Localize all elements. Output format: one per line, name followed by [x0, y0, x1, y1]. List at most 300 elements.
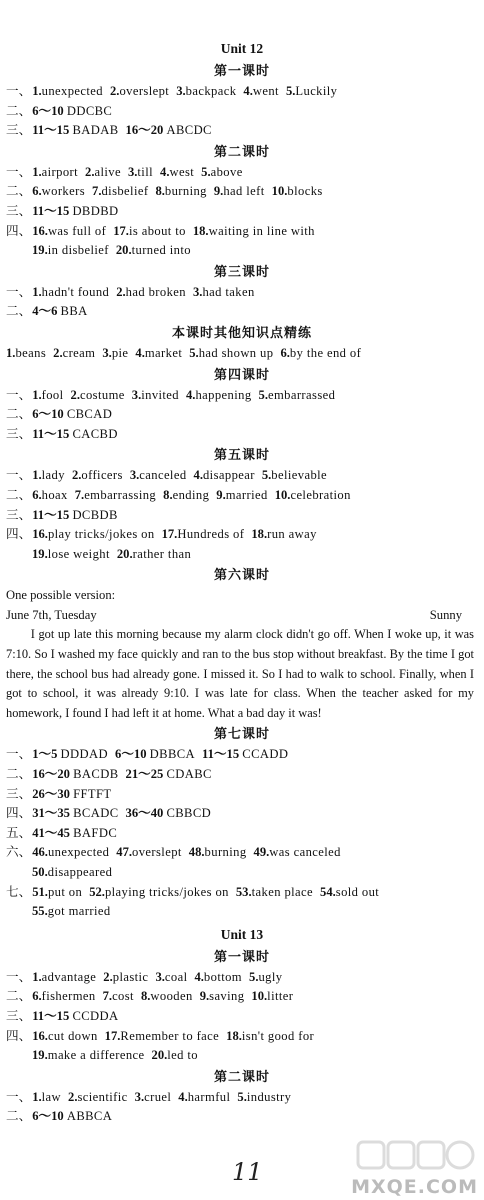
answer-text: was full of	[47, 223, 107, 238]
answer-item	[32, 826, 117, 840]
answer-item	[251, 527, 316, 541]
question-number: 11～15	[32, 426, 73, 441]
answer-text: DBDBD	[72, 203, 119, 218]
answer-item	[193, 224, 315, 238]
section-label: 一、	[6, 84, 32, 98]
answer-text: was canceled	[269, 845, 341, 860]
section-label: 五、	[6, 825, 32, 840]
answer-line	[0, 241, 484, 261]
answer-text: ABBCA	[66, 1109, 113, 1124]
watermark-text: MXQE.COM	[351, 1176, 478, 1198]
answer-text: west	[169, 164, 195, 179]
answer-text: disappeared	[47, 865, 113, 879]
answer-line	[0, 121, 484, 141]
answer-text: backpack	[185, 84, 237, 98]
question-number: 11～15	[32, 203, 73, 218]
answer-text: CCDDA	[72, 1008, 119, 1023]
answer-line	[0, 506, 484, 526]
question-number: 7.	[102, 989, 113, 1004]
answer-text: BAFDC	[73, 825, 118, 840]
answer-item	[320, 885, 379, 899]
u12-lesson7-answers	[0, 745, 484, 921]
answer-text: advantage	[41, 969, 97, 984]
u12-lesson5-title: 第五课时	[213, 447, 270, 463]
answer-text: cruel	[144, 1089, 172, 1104]
answer-text: overslept	[119, 84, 170, 98]
answer-line	[0, 486, 484, 506]
answer-line	[0, 843, 484, 863]
question-number: 26～30	[32, 786, 74, 801]
question-number: 6.	[280, 345, 290, 360]
answer-text: unexpected	[41, 84, 103, 98]
answer-text: coal	[164, 969, 188, 984]
question-number: 6～10	[32, 103, 67, 118]
question-number: 2.	[71, 468, 82, 483]
section-label: 二、	[6, 304, 32, 319]
answer-item	[32, 767, 118, 781]
u12-lesson6-title: 第六课时	[213, 567, 270, 583]
answer-line	[0, 163, 484, 183]
answer-text: DDCBC	[66, 103, 113, 118]
question-number: 1.	[32, 387, 42, 402]
answer-item	[155, 184, 206, 198]
answer-item	[89, 885, 229, 899]
answer-line	[0, 1007, 484, 1027]
answer-text: Remember to face	[120, 1028, 220, 1043]
answer-item	[32, 527, 154, 541]
answer-text: workers	[41, 184, 86, 199]
answer-item	[194, 468, 255, 482]
section-label: 七、	[6, 884, 32, 899]
question-number: 51.	[32, 884, 48, 899]
answer-text: embarrassed	[267, 387, 336, 402]
answer-item	[189, 346, 273, 360]
diary-date: June 7th, Tuesday	[6, 607, 97, 622]
answer-line	[0, 824, 484, 844]
question-number: 1.	[32, 969, 42, 984]
question-number: 8.	[155, 184, 165, 199]
answer-item	[85, 165, 121, 179]
question-number: 8.	[140, 989, 151, 1004]
question-number: 3.	[155, 969, 165, 984]
question-number: 19.	[32, 546, 48, 561]
question-number: 6～10	[32, 407, 67, 422]
section-label: 四、	[6, 806, 32, 821]
answer-text: hoax	[41, 487, 68, 502]
question-number: 17.	[161, 527, 178, 542]
question-number: 16～20	[125, 123, 167, 138]
u13-lesson1-title: 第一课时	[213, 948, 270, 964]
answer-item	[200, 989, 245, 1003]
answer-item	[116, 243, 191, 257]
answer-text: harmful	[187, 1089, 231, 1104]
answer-item	[243, 84, 279, 98]
question-number: 11～15	[32, 1008, 73, 1023]
question-number: 20.	[151, 1048, 168, 1063]
u12-lesson6-writing	[0, 586, 484, 723]
question-number: 3.	[129, 468, 140, 483]
answer-item	[126, 767, 212, 781]
u13-lesson1-answers	[0, 968, 484, 1066]
section-label: 一、	[6, 387, 32, 402]
question-number: 3.	[192, 284, 203, 299]
answer-text: plastic	[112, 969, 149, 984]
question-number: 18.	[251, 527, 268, 542]
question-number: 31～35	[32, 806, 74, 821]
question-number: 1～5	[32, 747, 61, 762]
answer-item	[32, 885, 82, 899]
answer-text: sold out	[335, 884, 380, 899]
question-number: 9.	[199, 989, 210, 1004]
answer-text: CDABC	[166, 767, 212, 782]
answer-item	[32, 184, 85, 198]
question-number: 21～25	[125, 767, 167, 782]
answer-item	[32, 787, 111, 801]
answer-text: cost	[112, 989, 134, 1004]
question-number: 2.	[53, 345, 63, 360]
answer-text: celebration	[290, 487, 351, 502]
answer-line	[0, 968, 484, 988]
answer-text: got married	[47, 904, 111, 919]
answer-item	[116, 285, 186, 299]
question-number: 6.	[32, 989, 42, 1004]
answer-item	[160, 165, 194, 179]
answer-item	[117, 547, 191, 561]
answer-text: had left	[223, 184, 265, 199]
page-number: 11	[232, 1158, 263, 1186]
answer-line	[0, 745, 484, 765]
section-label: 三、	[6, 426, 32, 441]
question-number: 10.	[271, 184, 288, 199]
question-number: 4.	[193, 468, 203, 483]
version-label: One possible version:	[6, 588, 116, 603]
answer-text: litter	[267, 989, 294, 1004]
question-number: 6～10	[115, 747, 150, 762]
answer-text: pie	[111, 345, 129, 360]
question-number: 49.	[253, 845, 270, 860]
answer-text: industry	[246, 1089, 292, 1104]
question-number: 2.	[103, 969, 113, 984]
unit-12-title: Unit 12	[220, 41, 264, 56]
answer-text: fool	[41, 387, 64, 402]
answer-text: had broken	[125, 284, 186, 299]
answer-text: run away	[267, 527, 317, 542]
question-number: 50.	[32, 865, 48, 879]
question-number: 3.	[176, 84, 186, 98]
question-number: 9.	[216, 487, 226, 502]
answer-item	[249, 970, 282, 984]
question-number: 52.	[89, 884, 105, 899]
u12-lesson3-answers	[0, 283, 484, 322]
answer-text: disbelief	[101, 184, 149, 199]
answer-text: led to	[167, 1048, 198, 1063]
u12-lesson4-answers	[0, 386, 484, 445]
question-number: 20.	[115, 243, 132, 258]
question-number: 36～40	[125, 806, 167, 821]
answer-line	[0, 102, 484, 122]
answer-text: scientific	[77, 1089, 128, 1104]
question-number: 5.	[189, 345, 199, 360]
question-number: 1.	[32, 84, 42, 98]
question-number: 48.	[188, 845, 205, 860]
answer-text: happening	[195, 387, 252, 402]
section-label: 三、	[6, 1008, 32, 1023]
question-number: 54.	[320, 884, 336, 899]
question-number: 6.	[32, 184, 42, 199]
question-number: 8.	[163, 487, 173, 502]
question-number: 4.	[243, 84, 253, 98]
answer-line	[0, 987, 484, 1007]
question-number: 11～15	[202, 747, 243, 762]
section-label: 一、	[6, 468, 32, 483]
answer-item	[178, 1090, 230, 1104]
u12-lesson5-answers	[0, 466, 484, 564]
answer-item	[103, 970, 148, 984]
answer-text: alive	[94, 164, 121, 179]
answer-item	[32, 243, 109, 257]
answer-text: invited	[141, 387, 179, 402]
question-number: 1.	[32, 164, 42, 179]
section-label: 三、	[6, 203, 32, 218]
question-number: 17.	[113, 223, 129, 238]
answer-item	[32, 388, 63, 402]
question-number: 18.	[192, 223, 209, 238]
answer-item	[32, 1029, 97, 1043]
question-number: 47.	[116, 845, 133, 860]
u12-lesson2-answers	[0, 163, 484, 261]
answer-item	[259, 388, 336, 402]
question-number: 7.	[92, 184, 102, 199]
answer-text: went	[252, 84, 279, 98]
answer-item	[128, 165, 153, 179]
question-number: 7.	[74, 487, 85, 502]
question-number: 20.	[116, 546, 133, 561]
answer-item	[32, 904, 111, 918]
answer-item	[116, 845, 182, 859]
u12-lesson3-title: 第三课时	[213, 263, 270, 279]
answer-item	[132, 388, 179, 402]
answer-text: Luckily	[295, 84, 338, 98]
answer-text: in disbelief	[47, 243, 109, 258]
answer-item	[186, 388, 252, 402]
answer-item	[135, 1090, 172, 1104]
answer-item	[32, 1048, 145, 1062]
answer-text: beans	[15, 345, 47, 360]
answer-item	[32, 1109, 112, 1123]
answer-item	[32, 468, 65, 482]
question-number: 6～10	[32, 1109, 67, 1124]
answer-item	[75, 488, 156, 502]
answer-item	[201, 165, 243, 179]
answer-item	[135, 346, 182, 360]
u13-lesson2-title: 第二课时	[213, 1068, 270, 1084]
answer-text: CCADD	[242, 747, 289, 762]
answer-line	[0, 82, 484, 102]
answer-item	[189, 845, 247, 859]
answer-text: waiting in line with	[208, 223, 315, 238]
question-number: 3.	[134, 1089, 145, 1104]
answer-text: burning	[164, 184, 207, 199]
answer-text: make a difference	[47, 1048, 145, 1063]
question-number: 18.	[226, 1028, 242, 1043]
u12-lesson1-title: 第一课时	[213, 63, 270, 78]
question-number: 5.	[285, 84, 296, 98]
answer-item	[141, 989, 193, 1003]
answer-item	[32, 845, 109, 859]
question-number: 16.	[32, 1028, 48, 1043]
question-number: 4.	[194, 969, 204, 984]
question-number: 5.	[201, 164, 211, 179]
answer-text: lose weight	[47, 546, 110, 561]
answer-item	[32, 123, 118, 137]
question-number: 1.	[32, 468, 42, 483]
question-number: 5.	[249, 969, 259, 984]
answer-text: DBBCA	[149, 747, 196, 762]
answer-item	[32, 407, 112, 421]
u13-lesson2-answers	[0, 1088, 484, 1127]
answer-line	[0, 883, 484, 903]
answer-text: BCADC	[73, 806, 119, 821]
section-label: 二、	[6, 767, 32, 782]
question-number: 4～6	[32, 304, 61, 319]
answer-item	[194, 970, 242, 984]
question-number: 1.	[6, 345, 16, 360]
answer-text: taken place	[251, 884, 314, 899]
section-label: 三、	[6, 507, 32, 522]
answer-line	[0, 425, 484, 445]
section-label: 一、	[6, 747, 32, 762]
answer-item	[32, 1009, 118, 1023]
answer-line	[0, 182, 484, 202]
section-label: 二、	[6, 103, 32, 118]
section-label: 一、	[6, 969, 32, 984]
answer-item	[126, 806, 212, 820]
section-label: 二、	[6, 184, 32, 199]
answer-text: FFTFT	[73, 786, 112, 801]
u12-extra-title: 本课时其他知识点精练	[171, 324, 312, 340]
question-number: 4.	[186, 387, 196, 402]
u12-lesson2-title: 第二课时	[213, 143, 270, 159]
question-number: 5.	[237, 1089, 247, 1104]
answer-item	[280, 346, 361, 360]
answer-item	[262, 468, 327, 482]
answer-item	[32, 165, 78, 179]
question-number: 11～15	[32, 123, 73, 138]
answer-text: ugly	[258, 969, 283, 984]
answer-item	[216, 488, 267, 502]
section-label: 一、	[6, 1089, 32, 1104]
question-number: 3.	[102, 345, 112, 360]
answer-item	[236, 885, 313, 899]
question-number: 3.	[127, 164, 138, 179]
answer-item	[32, 427, 118, 441]
answer-item	[105, 1029, 219, 1043]
answer-text: CACBD	[72, 426, 118, 441]
answer-text: is about to	[128, 223, 186, 238]
answer-item	[32, 747, 108, 761]
answer-item	[68, 1090, 128, 1104]
answer-text: airport	[41, 164, 79, 179]
answer-item	[32, 508, 118, 522]
answer-item	[72, 468, 123, 482]
section-label: 二、	[6, 407, 32, 422]
answer-item	[53, 346, 95, 360]
answer-text: blocks	[287, 184, 323, 199]
answer-line	[0, 222, 484, 242]
question-number: 4.	[135, 345, 145, 360]
answer-item	[155, 970, 187, 984]
answer-text: BADAB	[72, 123, 119, 138]
answer-line	[0, 902, 484, 922]
answer-item	[226, 1029, 314, 1043]
answer-item	[254, 845, 341, 859]
answer-item	[152, 1048, 198, 1062]
answer-item	[32, 970, 96, 984]
answer-text: by the end of	[289, 345, 362, 360]
answer-line	[0, 1046, 484, 1066]
answer-item	[32, 488, 68, 502]
answer-item	[251, 989, 293, 1003]
answer-item	[110, 84, 169, 98]
answer-item	[193, 285, 255, 299]
answer-item	[115, 747, 195, 761]
answer-item	[237, 1090, 291, 1104]
answer-text: believable	[271, 468, 328, 483]
question-number: 1.	[32, 1089, 42, 1104]
answer-text: overslept	[132, 845, 182, 860]
answer-text: CBBCD	[166, 806, 212, 821]
answer-line	[0, 466, 484, 486]
section-label: 四、	[6, 223, 32, 238]
diary-text: I got up late this morning because my alarm clock didn't go off. When I woke up, it was 7:10. So I washed my face quickly and ran to the bus stop without breakfast. By the time I got there, the school bus had already gone. I missed it. So I had to walk to school. Finally, when I got to school, it was already 9:10. I was late for class. When the teacher asked for my homework, I found I had left it at home. What a bad day it was!	[6, 627, 474, 720]
answer-line	[0, 525, 484, 545]
answer-line	[0, 1027, 484, 1047]
answer-line	[0, 765, 484, 785]
answer-text: wooden	[150, 989, 193, 1004]
answer-text: had shown up	[198, 345, 274, 360]
answer-text: fishermen	[41, 989, 96, 1004]
question-number: 2.	[109, 84, 120, 98]
answer-item	[32, 1090, 61, 1104]
answer-item	[272, 184, 323, 198]
answer-text: officers	[81, 468, 123, 483]
question-number: 1.	[32, 284, 42, 299]
question-number: 16.	[32, 223, 48, 238]
answer-text: DDDAD	[60, 747, 109, 762]
answer-line	[0, 386, 484, 406]
question-number: 6.	[32, 487, 42, 502]
answer-line	[0, 545, 484, 565]
question-number: 55.	[32, 904, 48, 919]
answer-text: rather than	[132, 546, 192, 561]
question-number: 16.	[32, 527, 48, 542]
section-label: 四、	[6, 1028, 32, 1043]
answer-line	[0, 344, 484, 364]
question-number: 19.	[32, 243, 48, 258]
section-label: 二、	[6, 989, 32, 1004]
answer-line	[0, 863, 484, 883]
answer-item	[102, 346, 128, 360]
answer-text: saving	[209, 989, 245, 1004]
answer-text: cut down	[47, 1028, 98, 1043]
answer-text: canceled	[139, 468, 187, 483]
section-label: 一、	[6, 164, 32, 179]
question-number: 16～20	[32, 767, 74, 782]
answer-item	[286, 84, 337, 98]
answer-text: CBCAD	[66, 407, 113, 422]
question-number: 19.	[32, 1048, 48, 1063]
answer-line	[0, 283, 484, 303]
